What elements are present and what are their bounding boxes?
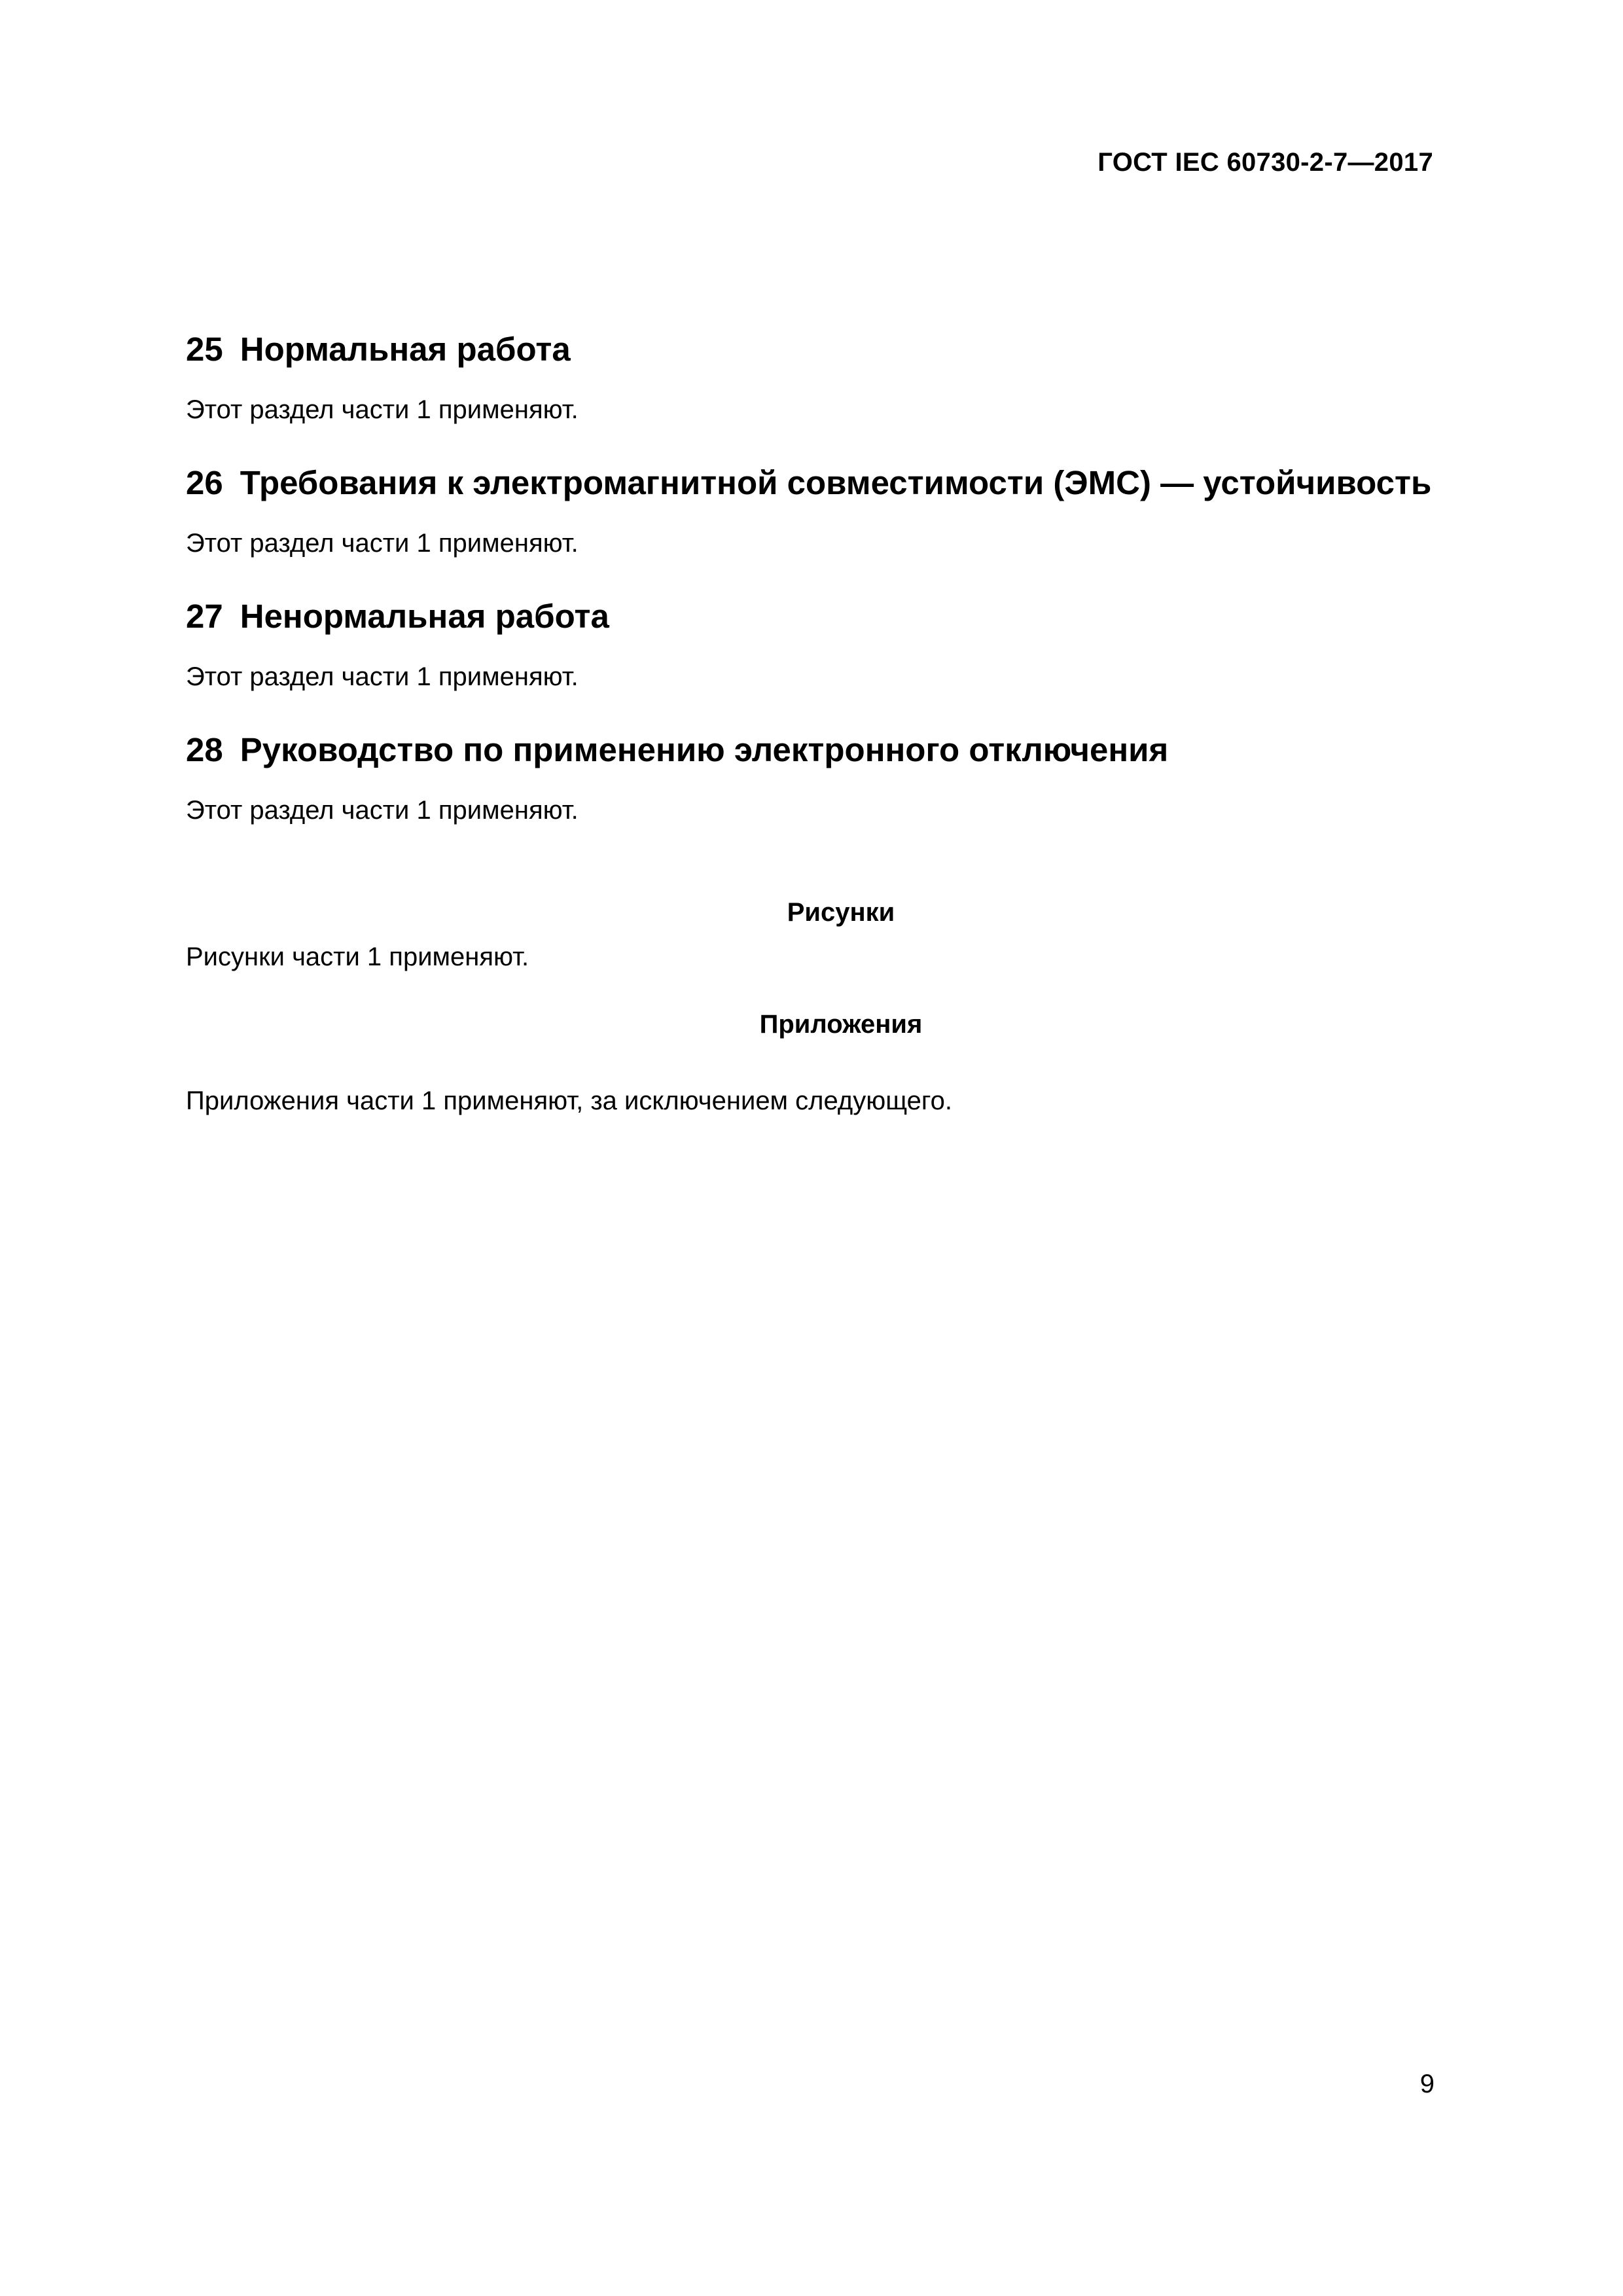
section-number: 28 bbox=[186, 731, 223, 768]
section-title: Нормальная работа bbox=[240, 331, 571, 368]
annexes-text: Приложения части 1 применяют, за исключением следующего. bbox=[186, 1086, 952, 1115]
section-title: Ненормальная работа bbox=[240, 598, 609, 635]
page-number: 9 bbox=[1419, 2070, 1435, 2098]
figures-heading: Рисунки bbox=[787, 898, 895, 927]
section-text-27: Этот раздел части 1 применяют. bbox=[186, 662, 579, 691]
document-code-header: ГОСТ IEC 60730-2-7—2017 bbox=[1097, 148, 1433, 177]
section-heading-27 bbox=[186, 597, 609, 636]
section-number: 25 bbox=[186, 331, 223, 368]
section-number: 27 bbox=[186, 598, 223, 635]
section-heading-28 bbox=[186, 730, 1168, 769]
section-title: Руководство по применению электронного отключения bbox=[240, 731, 1169, 768]
section-heading-25 bbox=[186, 330, 571, 368]
section-title: Требования к электромагнитной совместимости (ЭМС) — устойчивость bbox=[240, 464, 1432, 501]
section-text-25: Этот раздел части 1 применяют. bbox=[186, 395, 579, 424]
section-text-28: Этот раздел части 1 применяют. bbox=[186, 796, 579, 825]
figures-text: Рисунки части 1 применяют. bbox=[186, 942, 529, 971]
section-text-26: Этот раздел части 1 применяют. bbox=[186, 529, 579, 558]
annexes-heading: Приложения bbox=[759, 1010, 923, 1039]
section-number: 26 bbox=[186, 464, 223, 501]
section-heading-26 bbox=[186, 463, 1431, 502]
